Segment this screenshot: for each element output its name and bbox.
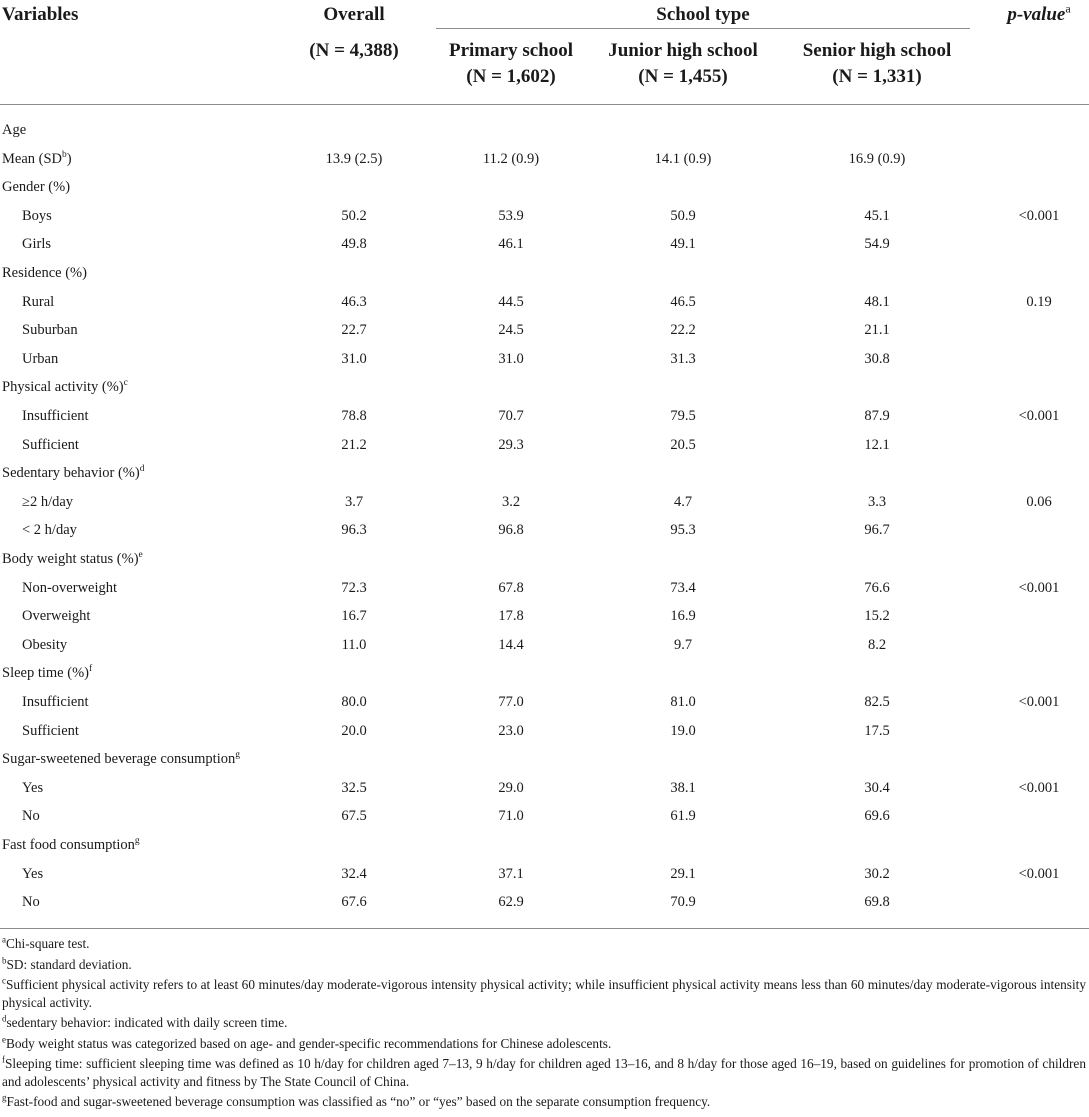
cell-value: 62.9	[498, 894, 524, 911]
row-label	[2, 831, 140, 859]
footnote-mark: g	[134, 836, 140, 847]
footnote	[2, 976, 1086, 1011]
header-pvalue-label: p-value	[1007, 4, 1066, 25]
table-row	[0, 373, 1089, 401]
header-senior: Senior high school	[802, 40, 952, 61]
cell-value: 48.1	[864, 293, 890, 310]
cell-value: 78.8	[341, 408, 367, 424]
table-row	[0, 345, 1089, 373]
cell-value: 13.9 (2.5)	[325, 150, 383, 167]
table-row	[0, 230, 1089, 258]
row-label	[22, 288, 54, 316]
footnote-mark: c	[123, 378, 128, 389]
cell-value: 29.1	[670, 865, 696, 882]
cell-value: 22.7	[341, 322, 367, 339]
row-label	[2, 659, 92, 687]
cell-value: 44.5	[498, 293, 524, 310]
cell-value: 37.1	[498, 865, 524, 882]
row-label	[22, 230, 51, 258]
header-pvalue-mark: a	[1065, 1, 1071, 16]
row-label-text: Mean (SD	[2, 150, 63, 167]
cell-value: 77.0	[498, 694, 524, 710]
footnote	[2, 1014, 1086, 1032]
cell-value: 22.2	[670, 322, 696, 339]
cell-value: 79.5	[670, 408, 696, 424]
cell-value: 19.0	[670, 722, 696, 739]
footnote-mark: b	[62, 149, 67, 160]
cell-value: 49.8	[341, 236, 367, 253]
cell-pvalue: <0.001	[1018, 694, 1060, 710]
cell-value: 30.2	[864, 865, 890, 882]
row-label-text: ≥2 h/day	[22, 493, 74, 510]
cell-value: 53.9	[498, 207, 524, 224]
footnote-text: Chi-square test.	[6, 936, 90, 951]
header-junior-n: (N = 1,455)	[638, 66, 728, 87]
footnote-text: Sufficient physical activity refers to at least 60 minutes/day moderate-vigorous intensity physical activity; while insufficient physical activity means less than 60 minutes/day moderate-vigorous intensity physical activity.	[2, 977, 1086, 1010]
row-label	[22, 431, 79, 459]
cell-value: 11.2 (0.9)	[482, 150, 540, 167]
row-label-text: Residence (%)	[2, 265, 87, 281]
table-row	[0, 888, 1089, 916]
row-label	[22, 802, 40, 830]
row-label	[2, 173, 70, 201]
cell-value: 71.0	[498, 808, 524, 825]
row-label	[22, 574, 117, 602]
footnotes	[2, 935, 1086, 1114]
footnote	[2, 1055, 1086, 1090]
table-row	[0, 288, 1089, 316]
table-row	[0, 659, 1089, 687]
header-overall-n: (N = 4,388)	[309, 40, 399, 61]
cell-value: 69.6	[864, 808, 890, 825]
cell-value: 31.0	[498, 350, 524, 367]
cell-value: 20.0	[341, 722, 367, 739]
cell-value: 96.3	[341, 522, 367, 539]
cell-value: 24.5	[498, 322, 524, 339]
footnote-mark: d	[2, 1013, 7, 1024]
row-label-suffix: )	[66, 150, 72, 167]
table-row	[0, 202, 1089, 230]
row-label	[2, 459, 144, 487]
cell-value: 67.5	[341, 808, 367, 825]
table-row	[0, 145, 1089, 173]
table-row	[0, 717, 1089, 745]
footnote-text: Body weight status was categorized based on age- and gender-specific recommendations for Chinese adolescents.	[6, 1035, 612, 1051]
table-row	[0, 774, 1089, 802]
table-row	[0, 402, 1089, 430]
header-primary-n: (N = 1,602)	[466, 66, 556, 87]
header-variables: Variables	[2, 4, 79, 25]
table-row	[0, 602, 1089, 630]
footnote-mark: b	[2, 955, 7, 966]
footnote	[2, 935, 1086, 953]
row-label-text: Rural	[22, 293, 55, 310]
cell-value: 31.3	[670, 350, 696, 367]
cell-value: 12.1	[864, 436, 890, 453]
footnote-mark: c	[2, 975, 6, 986]
header-primary: Primary school	[448, 40, 573, 61]
footnote-text: Fast-food and sugar-sweetened beverage consumption was classified as “no” or “yes” based on the separate consumption frequency.	[6, 1094, 711, 1109]
row-label	[22, 345, 58, 373]
cell-value: 17.8	[498, 608, 524, 625]
cell-value: 46.3	[341, 293, 367, 310]
cell-value: 17.5	[864, 722, 890, 739]
footnote	[2, 1035, 1086, 1053]
table-row	[0, 431, 1089, 459]
table-row	[0, 745, 1089, 773]
row-label	[2, 373, 128, 401]
header-pvalue	[992, 2, 1086, 28]
row-label-text: Sugar-sweetened beverage consumption	[2, 751, 236, 768]
footnote-text: SD: standard deviation.	[6, 956, 132, 972]
table-row	[0, 860, 1089, 888]
cell-value: 45.1	[864, 207, 890, 224]
table-row	[0, 574, 1089, 602]
cell-value: 50.2	[341, 207, 367, 224]
cell-value: 96.8	[498, 522, 524, 539]
footnote-mark: f	[2, 1054, 5, 1065]
cell-pvalue: <0.001	[1018, 207, 1060, 224]
row-label	[22, 202, 52, 230]
cell-value: 30.4	[864, 779, 890, 796]
cell-value: 20.5	[670, 436, 696, 453]
cell-value: 14.1 (0.9)	[654, 150, 712, 167]
cell-value: 29.0	[498, 779, 524, 796]
cell-pvalue: 0.06	[1026, 493, 1052, 510]
footnote-mark: g	[235, 750, 240, 761]
row-label-text: Yes	[22, 779, 44, 796]
cell-value: 82.5	[864, 694, 890, 710]
row-label	[2, 145, 72, 173]
footnote-text: Sleeping time: sufficient sleeping time was defined as 10 h/day for children aged 7–13, 9 h/day for children aged 13–16, and 8 h/day for those aged 16–19, based on guidelines for promotion of children and adolescents’ physical activity and fitness by The State Council of China.	[2, 1056, 1086, 1089]
footnote-text: sedentary behavior: indicated with daily screen time.	[6, 1015, 288, 1030]
row-label-text: Obesity	[22, 636, 68, 653]
row-label-text: Urban	[22, 350, 59, 367]
row-label-text: No	[22, 808, 40, 825]
cell-value: 69.8	[864, 894, 890, 911]
header-junior: Junior high school	[608, 40, 758, 61]
cell-pvalue: <0.001	[1018, 408, 1060, 424]
row-label	[22, 488, 73, 516]
cell-value: 9.7	[673, 636, 693, 653]
footnote-mark: a	[2, 934, 6, 945]
row-label	[22, 602, 90, 630]
cell-value: 32.5	[341, 779, 367, 796]
row-label	[22, 860, 43, 888]
cell-value: 72.3	[341, 579, 367, 596]
table-row	[0, 831, 1089, 859]
row-label	[2, 259, 87, 287]
row-label-text: No	[22, 894, 40, 911]
header-bottom-rule	[0, 104, 1089, 105]
cell-value: 21.1	[864, 322, 890, 339]
cell-pvalue: <0.001	[1018, 865, 1060, 882]
table-row	[0, 631, 1089, 659]
cell-value: 38.1	[670, 779, 696, 796]
row-label-text: Boys	[22, 207, 52, 224]
row-label-text: Fast food consumption	[2, 837, 135, 853]
footnote	[2, 956, 1086, 974]
row-label	[2, 545, 143, 573]
table-row	[0, 688, 1089, 716]
cell-value: 67.8	[498, 579, 524, 596]
row-label-text: Sleep time (%)	[2, 665, 89, 682]
cell-value: 96.7	[864, 522, 890, 539]
cell-value: 70.9	[670, 894, 696, 911]
row-label-text: Body weight status (%)	[2, 551, 139, 567]
footnote-mark: e	[138, 550, 143, 561]
cell-value: 23.0	[498, 722, 524, 739]
school-type-rule	[436, 28, 970, 29]
cell-value: 46.5	[670, 293, 696, 310]
cell-value: 3.2	[501, 493, 521, 510]
cell-value: 15.2	[864, 608, 890, 625]
row-label-text: Yes	[22, 865, 44, 882]
row-label-text: Sufficient	[22, 722, 79, 739]
row-label	[22, 717, 79, 745]
cell-value: 21.2	[341, 436, 367, 453]
cell-value: 16.9	[670, 608, 696, 625]
footnote-mark: g	[2, 1092, 7, 1103]
cell-value: 95.3	[670, 522, 696, 539]
row-label-text: Girls	[22, 236, 51, 253]
table-row	[0, 545, 1089, 573]
table-row	[0, 802, 1089, 830]
row-label	[22, 402, 89, 430]
row-label	[22, 688, 89, 716]
row-label	[2, 745, 240, 773]
cell-value: 81.0	[670, 694, 696, 710]
table-row	[0, 116, 1089, 144]
cell-value: 80.0	[341, 694, 367, 710]
cell-value: 46.1	[498, 236, 524, 253]
cell-value: 14.4	[498, 636, 524, 653]
row-label-text: Sufficient	[22, 436, 79, 453]
table-row	[0, 459, 1089, 487]
row-label	[22, 516, 77, 544]
cell-value: 67.6	[341, 894, 367, 911]
row-label-text: Sedentary behavior (%)	[2, 465, 140, 482]
cell-value: 54.9	[864, 236, 890, 253]
row-label-text: Gender (%)	[2, 179, 71, 196]
row-label-text: Physical activity (%)	[2, 379, 124, 396]
table-row	[0, 516, 1089, 544]
row-label-text: Suburban	[22, 322, 78, 339]
cell-value: 31.0	[341, 350, 367, 367]
cell-value: 30.8	[864, 350, 890, 367]
row-label	[22, 888, 40, 916]
row-label-text: < 2 h/day	[22, 522, 77, 539]
table-row	[0, 259, 1089, 287]
cell-value: 61.9	[670, 808, 696, 825]
cell-value: 16.7	[341, 608, 367, 625]
row-label-text: Insufficient	[22, 694, 89, 710]
cell-value: 50.9	[670, 207, 696, 224]
cell-value: 4.7	[673, 493, 693, 510]
cell-value: 32.4	[341, 865, 367, 882]
cell-value: 76.6	[864, 579, 890, 596]
row-label	[2, 116, 26, 144]
table-bottom-rule	[0, 928, 1089, 929]
cell-value: 8.2	[867, 636, 887, 653]
cell-value: 87.9	[864, 408, 890, 424]
table-row	[0, 316, 1089, 344]
cell-value: 70.7	[498, 408, 524, 424]
header-overall: Overall	[323, 4, 385, 25]
row-label-text: Non-overweight	[22, 579, 118, 596]
row-label	[22, 631, 67, 659]
cell-value: 73.4	[670, 579, 696, 596]
row-label-text: Age	[2, 122, 27, 138]
cell-value: 16.9 (0.9)	[848, 150, 906, 167]
cell-pvalue: <0.001	[1018, 779, 1060, 796]
cell-pvalue: <0.001	[1018, 579, 1060, 596]
footnote-mark: d	[139, 464, 145, 475]
footnote-mark: f	[88, 664, 93, 675]
table-row	[0, 488, 1089, 516]
row-label	[22, 774, 43, 802]
cell-value: 49.1	[670, 236, 696, 253]
footnote-mark: e	[2, 1034, 6, 1045]
cell-value: 3.7	[344, 493, 364, 510]
cell-value: 29.3	[498, 436, 524, 453]
row-label-text: Overweight	[22, 608, 91, 625]
cell-value: 3.3	[867, 493, 887, 510]
header-school-type: School type	[656, 4, 750, 25]
row-label-text: Insufficient	[22, 408, 89, 424]
table-row	[0, 173, 1089, 201]
cell-pvalue: 0.19	[1026, 293, 1052, 310]
cell-value: 11.0	[341, 636, 367, 653]
footnote	[2, 1093, 1086, 1111]
row-label	[22, 316, 78, 344]
header-senior-n: (N = 1,331)	[832, 66, 922, 87]
